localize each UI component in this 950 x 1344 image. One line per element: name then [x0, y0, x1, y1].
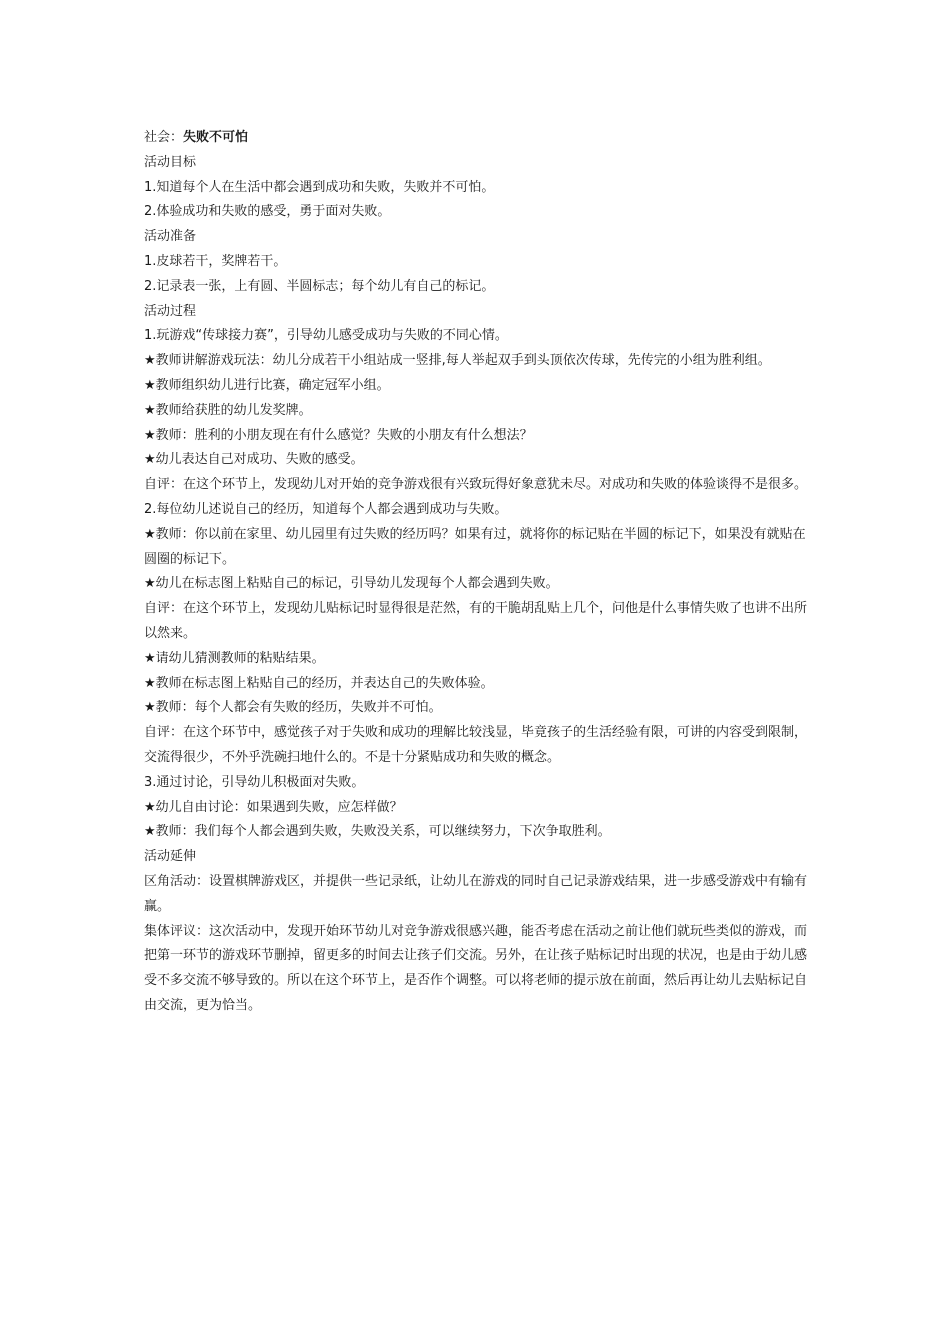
paragraph: 自评：在这个环节上，发现幼儿对开始的竞争游戏很有兴致玩得好象意犹未尽。对成功和失败的体验谈得不是很多。: [144, 477, 808, 493]
paragraph: ★教师组织幼儿进行比赛，确定冠军小组。: [144, 377, 390, 393]
title-main: 失败不可怕: [183, 130, 249, 145]
paragraph: ★教师：你以前在家里、幼儿园里有过失败的经历吗？如果有过，就将你的标记贴在半圆的标记下，如果没有就贴在圆圈的标记下。: [144, 526, 806, 567]
paragraph: ★教师：胜利的小朋友现在有什么感觉？失败的小朋友有什么想法？: [144, 427, 533, 443]
paragraph: ★幼儿在标志图上粘贴自己的标记，引导幼儿发现每个人都会遇到失败。: [144, 576, 559, 592]
paragraph: 2.记录表一张，上有圆、半圆标志；每个幼儿有自己的标记。: [144, 278, 495, 294]
paragraph: 区角活动：设置棋牌游戏区，并提供一些记录纸，让幼儿在游戏的同时自己记录游戏结果，进一步感受游戏中有输有赢。: [144, 873, 808, 914]
paragraph: 1.皮球若干，奖牌若干。: [144, 253, 287, 269]
paragraph: 集体评议：这次活动中，发现开始环节幼儿对竞争游戏很感兴趣，能否考虑在活动之前让他们就玩些类似的游戏，而把第一环节的游戏环节删掉，留更多的时间去让孩子们交流。另外，在让孩子贴标记时出现的状况，也是由于幼儿感受不多交流不够导致的。所以在这个环节上，是否作个调整。可以将老师的提示放在前面，然后再让幼儿去贴标记自由交流，更为恰当。: [144, 923, 808, 1013]
paragraph: 活动延伸: [144, 849, 197, 865]
title-prefix: 社会：: [144, 130, 184, 145]
paragraph: ★幼儿自由讨论：如果遇到失败，应怎样做？: [144, 799, 403, 815]
paragraph: 2.体验成功和失败的感受，勇于面对失败。: [144, 204, 391, 220]
paragraph: 1.玩游戏“传球接力赛”，引导幼儿感受成功与失败的不同心情。: [144, 328, 508, 344]
paragraph: 自评：在这个环节中，感觉孩子对于失败和成功的理解比较浅显，毕竟孩子的生活经验有限，可讲的内容受到限制，交流得很少，不外乎洗碗扫地什么的。不是十分紧贴成功和失败的概念。: [144, 725, 808, 765]
paragraph-list: [144, 151, 812, 1019]
document-title: [144, 126, 812, 151]
paragraph: 自评：在这个环节上，发现幼儿贴标记时显得很是茫然，有的干脆胡乱贴上几个，问他是什么事情失败了也讲不出所以然来。: [144, 601, 808, 641]
paragraph: ★教师讲解游戏玩法：幼儿分成若干小组站成一竖排,每人举起双手到头顶依次传球，先传完的小组为胜利组。: [144, 353, 771, 369]
paragraph: 1.知道每个人在生活中都会遇到成功和失败，失败并不可怕。: [144, 179, 495, 195]
paragraph: ★教师：我们每个人都会遇到失败，失败没关系，可以继续努力，下次争取胜利。: [144, 824, 611, 840]
document-body: [144, 126, 812, 1019]
paragraph: 3.通过讨论，引导幼儿积极面对失败。: [144, 774, 365, 790]
paragraph: ★教师在标志图上粘贴自己的经历，并表达自己的失败体验。: [144, 675, 494, 691]
paragraph: ★教师给获胜的幼儿发奖牌。: [144, 402, 312, 418]
paragraph: 活动准备: [144, 229, 197, 245]
paragraph: ★幼儿表达自己对成功、失败的感受。: [144, 452, 364, 468]
paragraph: 2.每位幼儿述说自己的经历，知道每个人都会遇到成功与失败。: [144, 501, 508, 517]
paragraph: ★教师：每个人都会有失败的经历，失败并不可怕。: [144, 700, 442, 716]
paragraph: 活动目标: [144, 154, 197, 170]
paragraph: 活动过程: [144, 303, 197, 319]
paragraph: ★请幼儿猜测教师的粘贴结果。: [144, 650, 325, 666]
